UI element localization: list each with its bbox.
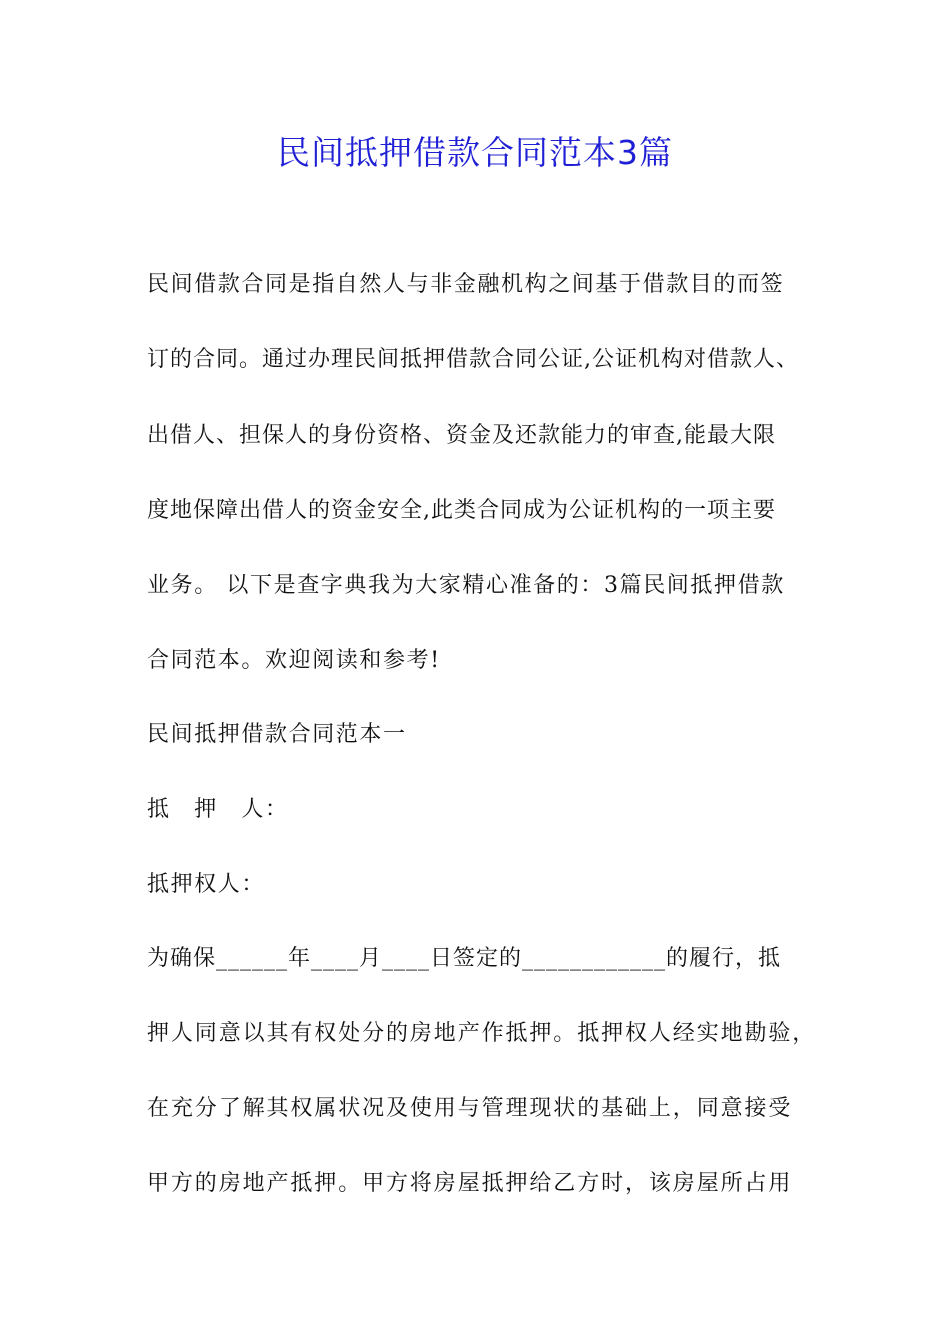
mortgagee-label: 抵押权人： xyxy=(147,872,266,897)
body-line: 为确保______年____月____日签定的____________的履行，抵 xyxy=(147,946,782,971)
intro-line: 出借人、担保人的身份资格、资金及还款能力的审查,能最大限 xyxy=(147,423,776,448)
intro-line: 度地保障出借人的资金安全,此类合同成为公证机构的一项主要 xyxy=(147,498,776,523)
intro-line: 民间借款合同是指自然人与非金融机构之间基于借款目的而签 xyxy=(147,272,785,297)
intro-line: 合同范本。欢迎阅读和参考! xyxy=(147,648,441,673)
intro-line: 订的合同。通过办理民间抵押借款合同公证,公证机构对借款人、 xyxy=(147,347,799,372)
body-line: 押人同意以其有权处分的房地产作抵押。抵押权人经实地勘验， xyxy=(147,1021,817,1046)
document-title: 民间抵押借款合同范本3篇 xyxy=(277,133,673,172)
section-heading: 民间抵押借款合同范本一 xyxy=(147,722,407,747)
body-line: 在充分了解其权属状况及使用与管理现状的基础上，同意接受 xyxy=(147,1096,793,1121)
body-line: 甲方的房地产抵押。甲方将房屋抵押给乙方时，该房屋所占用 xyxy=(147,1171,793,1196)
mortgagor-label: 抵 押 人： xyxy=(147,797,289,822)
intro-line: 业务。 以下是查字典我为大家精心准备的：3篇民间抵押借款 xyxy=(147,573,785,598)
